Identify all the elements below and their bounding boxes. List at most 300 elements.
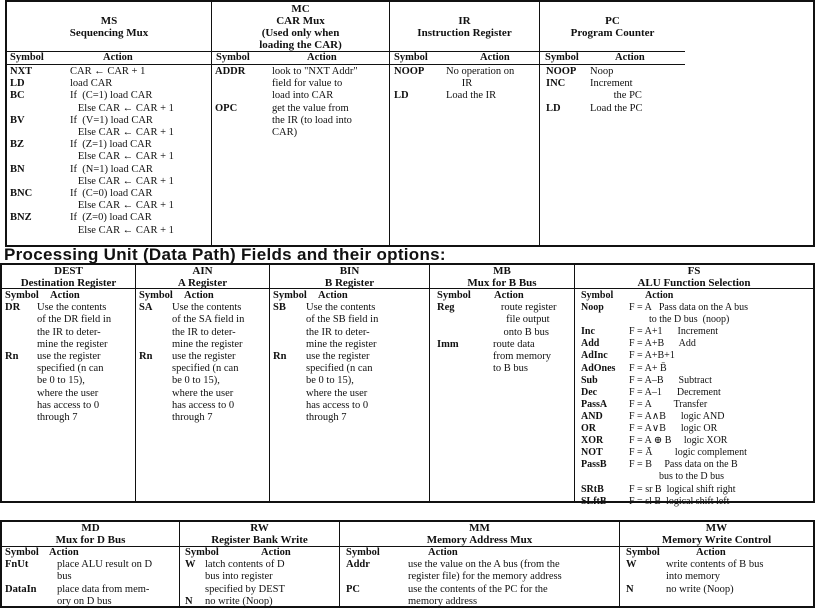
row-action: no write (Noop) [205, 595, 273, 607]
table-row [273, 302, 429, 314]
row-symbol: NOOP [394, 66, 425, 77]
row-action: bus into register [205, 571, 273, 583]
row-symbol: SLftB [581, 495, 607, 507]
table-row [10, 212, 211, 224]
row-symbol: OR [581, 423, 596, 435]
table-row [5, 584, 179, 596]
row-symbol [139, 388, 172, 400]
row-symbol [273, 363, 306, 375]
row-action: Else CAR ← CAR + 1 [70, 224, 174, 236]
table-row [346, 559, 619, 571]
row-action: mine the register [172, 338, 243, 350]
row-symbol: BC [10, 90, 25, 102]
row-symbol [5, 375, 37, 387]
row-symbol: Add [581, 338, 600, 350]
row-action: If (Z=0) load CAR [70, 212, 152, 224]
table-row [581, 484, 813, 496]
row-action: the IR (to load into [272, 114, 352, 126]
table-row [346, 571, 619, 583]
row-action: F = A+B Add [629, 338, 696, 350]
table-row [10, 66, 211, 78]
row-symbol: Addr [346, 559, 370, 571]
table-row [185, 571, 339, 583]
table-row [10, 188, 211, 200]
table-row [546, 90, 685, 102]
row-action: has access to 0 [306, 399, 369, 411]
row-symbol [139, 314, 172, 326]
row-action: F = A∨B logic OR [629, 423, 718, 435]
rw-header: RW Register Bank Write [180, 522, 339, 547]
mc-subheader: Symbol Action [212, 52, 389, 65]
table-row [273, 339, 429, 351]
ain-rows: Symbol Action SA Use the contents of the SA field in the IR to deter- mine the register Rn use the register specified (n can be 0 to 15), where the user has access to 0 through 7 [139, 290, 269, 424]
md-column [2, 522, 180, 606]
table-row [5, 559, 179, 571]
row-symbol: ADDR [215, 66, 246, 77]
row-action: into memory [666, 571, 720, 583]
pc-header: PC Program Counter [540, 2, 685, 52]
table-row [437, 327, 574, 339]
table-row [139, 400, 269, 412]
table-row [215, 127, 389, 139]
table-row [394, 78, 539, 90]
row-action: Use the contents [306, 302, 376, 314]
row-symbol: AND [581, 410, 603, 422]
row-symbol [10, 103, 70, 115]
dest-header: DEST Destination Register [2, 265, 135, 289]
row-action: Use the contents [37, 302, 107, 314]
row-symbol [10, 200, 70, 212]
section-title: Processing Unit (Data Path) Fields and their options: [4, 245, 446, 264]
mc-header: MC CAR Mux (Used only when loading the CAR) [212, 2, 389, 52]
row-symbol [437, 363, 493, 375]
table-row [139, 302, 269, 314]
row-symbol [5, 363, 37, 375]
table-row [581, 435, 813, 447]
row-symbol [185, 571, 205, 583]
row-action: Else CAR ← CAR + 1 [70, 102, 174, 114]
table-row [139, 351, 269, 363]
row-symbol: FnUt [5, 559, 29, 571]
row-symbol [215, 115, 272, 127]
row-symbol [273, 388, 306, 400]
table-row [581, 350, 813, 362]
row-action: be 0 to 15), [306, 375, 354, 387]
table-row [5, 363, 135, 375]
table-row [215, 103, 389, 115]
row-symbol [139, 327, 172, 339]
table-row [581, 387, 813, 399]
row-symbol: OPC [215, 102, 238, 114]
row-action: has access to 0 [172, 399, 235, 411]
row-action: F = A ⊕ B logic XOR [629, 435, 728, 447]
table-row [139, 327, 269, 339]
row-action: If (Z=1) load CAR [70, 139, 152, 151]
row-action: F = A Pass data on the A bus [629, 302, 748, 314]
bin-header: BIN B Register [270, 265, 429, 289]
row-symbol: AdInc [581, 350, 608, 362]
row-symbol: N [185, 595, 193, 607]
row-action: use the contents of the PC for the [408, 583, 548, 595]
table-row [185, 596, 339, 608]
md-rows: Symbol Action FnUt place ALU result on D bus DataIn place data from mem- ory on D bus [5, 547, 179, 608]
row-action: F = A+B+1 [629, 350, 675, 362]
table-row [273, 327, 429, 339]
row-symbol [5, 327, 37, 339]
row-action: Noop [590, 66, 614, 77]
mw-header: MW Memory Write Control [620, 522, 813, 547]
row-action: the IR to deter- [172, 326, 236, 338]
table-row [581, 363, 813, 375]
pc-column [540, 2, 685, 245]
row-symbol: SB [273, 302, 286, 314]
table-row [5, 388, 135, 400]
table-row [346, 584, 619, 596]
row-action: F = sr B logical shift right [629, 483, 736, 495]
row-action: place ALU result on D [57, 559, 153, 571]
row-symbol: INC [546, 78, 566, 90]
table-row [5, 596, 179, 608]
pc-rows [546, 66, 685, 115]
row-symbol: Reg [437, 302, 455, 314]
mc-column [212, 2, 390, 245]
row-action: F = A Transfer [629, 398, 708, 410]
row-action: F = A–1 Decrement [629, 386, 721, 398]
row-symbol [273, 412, 306, 424]
datapath-fields-table [0, 263, 815, 507]
row-symbol [5, 412, 37, 424]
row-action: use the value on the A bus (from the [408, 559, 560, 571]
md-header: MD Mux for D Bus [2, 522, 179, 547]
row-action: the IR to deter- [306, 326, 370, 338]
table-row [5, 375, 135, 387]
row-action: the IR to deter- [37, 326, 101, 338]
fs-rows: Symbol Action Noop F = A Pass data on the A bus to the D bus (noop) Inc F = A+1 Increment Add F = A+B Add AdInc F = A+B+1 AdOnes F = A+ B̄ Sub F = A–B Subtract Dec F = A–1 Decrement PassA F = A Transfer AND F = A∧B logic AND OR F = A∨B logic OR XOR F = A ⊕ B logic XOR NOT F = Ā logic complement PassB F = B Pass data on the B bus to the D bus SRtB F = sr B logical shift right SLftB F = sl B logical shift left [581, 290, 813, 508]
row-action: Else CAR ← CAR + 1 [70, 127, 174, 139]
row-symbol: DataIn [5, 583, 37, 595]
row-symbol: BV [10, 114, 25, 126]
row-symbol: N [626, 583, 634, 595]
table-row [581, 411, 813, 423]
table-row [626, 559, 813, 571]
row-symbol: LD [10, 78, 25, 90]
bin-column [270, 265, 430, 501]
row-action: use the register [172, 351, 236, 363]
mw-column [620, 522, 813, 606]
row-action: CAR) [272, 127, 298, 139]
ir-subheader: Symbol Action [390, 52, 539, 65]
row-action: file output [493, 314, 550, 326]
row-symbol: PassB [581, 459, 607, 471]
row-action: be 0 to 15), [37, 375, 85, 387]
row-action: CAR ← CAR + 1 [70, 66, 146, 77]
row-symbol: Rn [139, 351, 153, 363]
ain-column [136, 265, 270, 501]
mm-column [340, 522, 620, 606]
row-action: F = A+ B̄ [629, 362, 667, 374]
row-symbol: W [626, 559, 637, 571]
table-row [10, 90, 211, 102]
row-symbol: Rn [273, 351, 287, 363]
row-symbol [273, 400, 306, 412]
row-action: bus [57, 571, 72, 583]
row-symbol: BN [10, 163, 25, 175]
table-row [581, 314, 813, 326]
row-symbol: PassA [581, 398, 608, 410]
row-symbol: XOR [581, 435, 604, 447]
table-row [139, 375, 269, 387]
bin-rows: Symbol Action SB Use the contents of the SB field in the IR to deter- mine the register Rn use the register specified (n can be 0 to 15), where the user has access to 0 through 7 [273, 290, 429, 424]
row-action: through 7 [172, 412, 213, 424]
row-symbol: Sub [581, 374, 598, 386]
sequencer-fields-table [5, 0, 815, 247]
row-action: where the user [306, 387, 368, 399]
row-symbol [5, 339, 37, 351]
row-symbol: Noop [581, 302, 604, 314]
row-action: If (C=1) load CAR [70, 90, 153, 102]
row-symbol [10, 225, 70, 237]
rw-column [180, 522, 340, 606]
row-action: onto B bus [493, 326, 550, 338]
row-action: specified (n can [37, 363, 104, 375]
ir-header: IR Instruction Register [390, 2, 539, 52]
table-row [139, 339, 269, 351]
row-action: mine the register [306, 338, 377, 350]
row-symbol [546, 90, 590, 102]
table-row [185, 559, 339, 571]
table-row [581, 338, 813, 350]
ms-header: MS Sequencing Mux [7, 2, 211, 52]
row-symbol: PC [346, 583, 360, 595]
table-row [581, 375, 813, 387]
ain-header: AIN A Register [136, 265, 269, 289]
table-row [139, 314, 269, 326]
row-symbol [437, 327, 493, 339]
ir-column [390, 2, 540, 245]
row-action: specified by DEST [205, 583, 285, 595]
row-action: specified (n can [172, 363, 239, 375]
table-row [273, 400, 429, 412]
row-symbol [273, 314, 306, 326]
row-symbol [10, 127, 70, 139]
row-action: of the SB field in [306, 314, 379, 326]
row-symbol [273, 339, 306, 351]
row-symbol: Rn [5, 351, 19, 363]
row-symbol: W [185, 559, 196, 571]
table-row [581, 447, 813, 459]
row-action: F = B Pass data on the B [629, 459, 738, 471]
row-symbol [10, 176, 70, 188]
row-action: bus to the D bus [629, 471, 724, 483]
row-action: no write (Noop) [666, 583, 734, 595]
row-action: the PC [590, 90, 642, 102]
mc-rows [215, 66, 389, 139]
ms-subheader: Symbol Action [7, 52, 211, 65]
table-row [437, 339, 574, 351]
table-row [10, 164, 211, 176]
row-action: memory address [408, 595, 478, 607]
mb-header: MB Mux for B Bus [430, 265, 574, 289]
row-symbol: Inc [581, 326, 595, 338]
row-symbol: AdOnes [581, 362, 616, 374]
dest-column [2, 265, 136, 501]
row-action: Else CAR ← CAR + 1 [70, 175, 174, 187]
row-symbol [394, 78, 446, 90]
row-action: has access to 0 [37, 399, 100, 411]
row-action: load CAR [70, 78, 113, 90]
table-row [5, 314, 135, 326]
memory-fields-table [0, 520, 815, 608]
row-symbol: NXT [10, 66, 33, 77]
row-action: register file) for the memory address [408, 571, 562, 583]
table-row [5, 571, 179, 583]
table-row [273, 351, 429, 363]
row-symbol: BNC [10, 188, 33, 200]
row-symbol [139, 375, 172, 387]
row-symbol [346, 596, 408, 608]
table-row [139, 388, 269, 400]
table-row [5, 351, 135, 363]
row-symbol [581, 314, 629, 326]
row-symbol: BNZ [10, 212, 32, 224]
table-row [581, 326, 813, 338]
table-row [437, 302, 574, 314]
table-row [10, 151, 211, 163]
table-row [10, 78, 211, 90]
row-action: No operation on [446, 66, 515, 77]
table-row [10, 127, 211, 139]
row-symbol: DR [5, 302, 21, 314]
row-action: to B bus [493, 363, 529, 375]
row-symbol [215, 127, 272, 139]
table-row [5, 412, 135, 424]
table-row [394, 66, 539, 78]
table-row [139, 412, 269, 424]
row-action: to the D bus (noop) [629, 314, 730, 326]
row-action: route data [493, 338, 535, 350]
table-row [437, 314, 574, 326]
table-row [10, 139, 211, 151]
table-row [185, 584, 339, 596]
table-row [273, 388, 429, 400]
table-row [215, 66, 389, 78]
table-row [10, 200, 211, 212]
row-symbol [346, 571, 408, 583]
row-symbol: LD [394, 90, 409, 102]
row-action: F = A–B Subtract [629, 374, 712, 386]
row-symbol: SRtB [581, 483, 604, 495]
row-symbol: LD [546, 102, 561, 114]
ir-rows [394, 66, 539, 103]
table-row [346, 596, 619, 608]
row-action: Else CAR ← CAR + 1 [70, 200, 174, 212]
table-row [215, 115, 389, 127]
table-row [581, 423, 813, 435]
table-row [273, 412, 429, 424]
row-action: get the value from [272, 102, 349, 114]
row-symbol [5, 571, 57, 583]
row-symbol: SA [139, 302, 153, 314]
row-symbol: BZ [10, 139, 25, 151]
mw-rows: Symbol Action W write contents of B bus into memory N no write (Noop) [626, 547, 813, 596]
table-row [581, 459, 813, 471]
row-action: where the user [37, 387, 99, 399]
pc-subheader: Symbol Action [540, 52, 685, 65]
table-row [10, 103, 211, 115]
ms-rows [10, 66, 211, 237]
ms-column [7, 2, 212, 245]
row-symbol [139, 412, 172, 424]
mm-header: MM Memory Address Mux [340, 522, 619, 547]
row-action: place data from mem- [57, 583, 150, 595]
row-action: If (C=0) load CAR [70, 188, 153, 200]
row-action: Increment [590, 78, 633, 90]
row-action: If (V=1) load CAR [70, 114, 153, 126]
table-row [10, 115, 211, 127]
table-row [5, 400, 135, 412]
row-action: specified (n can [306, 363, 373, 375]
table-row [437, 351, 574, 363]
table-row [581, 302, 813, 314]
row-symbol [215, 90, 272, 102]
table-row [5, 339, 135, 351]
table-row [5, 327, 135, 339]
mb-column [430, 265, 575, 501]
table-row [546, 66, 685, 78]
row-action: where the user [172, 387, 234, 399]
row-action: write contents of B bus [666, 559, 764, 571]
mm-rows: Symbol Action Addr use the value on the A bus (from the register file) for the memory address PC use the contents of the PC for the memory address [346, 547, 619, 608]
dest-rows: Symbol Action DR Use the contents of the DR field in the IR to deter- mine the register Rn use the register specified (n can be 0 to 15), where the user has access to 0 through 7 [5, 290, 135, 424]
row-action: load into CAR [272, 90, 334, 102]
row-action: of the SA field in [172, 314, 245, 326]
row-symbol [437, 351, 493, 363]
row-symbol: Dec [581, 386, 598, 398]
row-action: F = A∧B logic AND [629, 410, 725, 422]
row-symbol [139, 400, 172, 412]
row-symbol [139, 339, 172, 351]
row-symbol [626, 571, 666, 583]
table-row [215, 90, 389, 102]
table-row [5, 302, 135, 314]
row-action: be 0 to 15), [172, 375, 220, 387]
row-action: F = A+1 Increment [629, 326, 719, 338]
table-row [273, 375, 429, 387]
table-row [215, 78, 389, 90]
row-symbol [273, 375, 306, 387]
row-action: field for value to [272, 78, 343, 90]
row-symbol [5, 388, 37, 400]
table-row [273, 363, 429, 375]
row-symbol [5, 314, 37, 326]
mb-rows: Symbol Action Reg route register file output onto B bus Imm route data from memory to B bus [437, 290, 574, 375]
table-row [273, 314, 429, 326]
table-row [437, 363, 574, 375]
row-action: IR [446, 78, 473, 90]
row-action: Else CAR ← CAR + 1 [70, 151, 174, 163]
row-symbol [139, 363, 172, 375]
row-action: of the DR field in [37, 314, 112, 326]
fs-column [575, 265, 813, 507]
row-action: Load the PC [590, 102, 643, 114]
row-symbol [215, 78, 272, 90]
table-row [139, 363, 269, 375]
row-action: ory on D bus [57, 595, 112, 607]
rw-rows: Symbol Action W latch contents of D bus into register specified by DEST N no write (Noop) [185, 547, 339, 608]
row-symbol [581, 471, 629, 483]
table-row [626, 571, 813, 583]
row-symbol: NOT [581, 447, 603, 459]
